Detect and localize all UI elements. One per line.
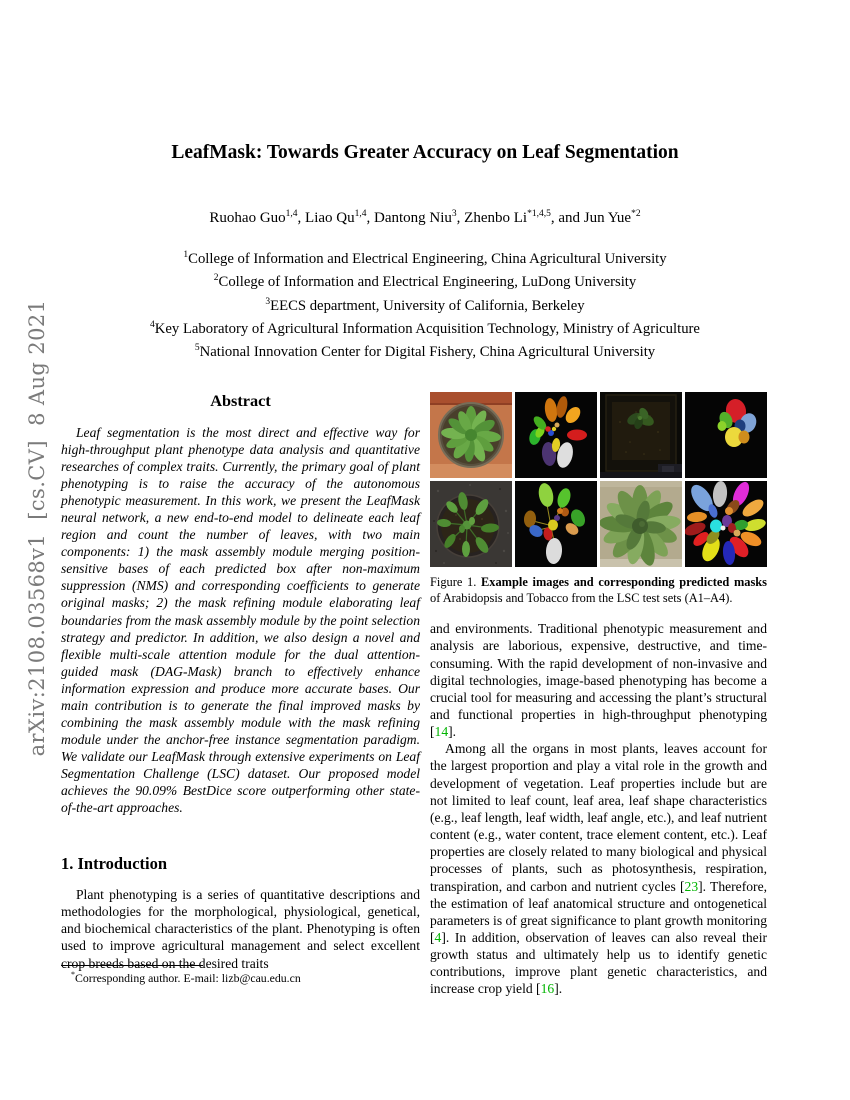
affiliation-5-text: National Innovation Center for Digital Fishery, China Agricultural University bbox=[199, 344, 656, 361]
affiliation-2-sup: 2 bbox=[213, 273, 219, 284]
figure1-mask-tobacco-b4 bbox=[685, 481, 767, 567]
right-paragraph-2-text-2: ]. Therefore, the estimation of leaf anatomical structure and ontogenetical parameters is of great significance to plant growth monitoring [ bbox=[430, 878, 767, 945]
author-sep-4: , and bbox=[550, 210, 584, 226]
left-column bbox=[61, 391, 420, 971]
affiliation-3-text: EECS department, University of California, Berkeley bbox=[270, 297, 585, 314]
figure1-caption-label: Figure 1. bbox=[430, 575, 482, 589]
figure1-photo-tobacco-b3 bbox=[600, 481, 682, 567]
author-1: Liao Qu bbox=[305, 210, 355, 226]
author-0-sup: 1,4 bbox=[285, 209, 298, 219]
figure1-mask-tobacco-a4 bbox=[685, 392, 767, 478]
author-1-sup: 1,4 bbox=[354, 209, 367, 219]
introduction-heading: 1. Introduction bbox=[61, 854, 168, 873]
right-paragraph-1-end: ]. bbox=[448, 724, 457, 740]
citation-link-23[interactable]: 23 bbox=[684, 878, 699, 894]
right-paragraph-2-text-3: ]. In addition, observation of leaves can also reveal their growth status and ultimately help us to identify genetic contributions, improve plant genetic characteristics, and increase crop yield [ bbox=[430, 930, 767, 997]
figure1-photo-arabidopsis-b1 bbox=[430, 481, 512, 567]
right-paragraph-1-text: and environments. Traditional phenotypic measurement and analysis are laborious, expensive, destructive, and time-consuming. With the rapid development of non-invasive and digital technologies, image-based phenotyping has become a crucial tool for measuring and accessing the plant’s structural and functional properties in high-throughput phenotyping [ bbox=[430, 621, 767, 740]
author-sep-1: , bbox=[297, 210, 306, 226]
abstract-text: Leaf segmentation is the most direct and effective way for high-throughput plant phenotype data analysis and quantitative researches of complex traits. Currently, the primary goal of plant phenotyping is to raise the accuracy of the autonomous phenotypic measurement. In this work, we present the LeafMask neural network, a new end-to-end model to delineate each leaf region and count the number of leaves, with two main components: 1) the mask assembly module merging position-sensitive bases of each predicted box after non-maximum suppression (NMS) and corresponding coefficients to generate original masks; 2) the mask refining module elaborating leaf boundaries from the mask assembly module by the point selection strategy and predictor. In addition, we also design a novel and flexible multi-scale attention module for the dual attention-guided mask (DAG-Mask) branch to effectively enhance information expression and produce more accurate bases. Our main contribution is to generate the final improved masks by combining the mask assembly module with the mask refining module under the anchor-free instance segmentation paradigm. We validate our LeafMask through extensive experiments on Leaf Segmentation Challenge (LSC) dataset. Our proposed model achieves the 90.09% BestDice score outperforming other state-of-the-art approaches. bbox=[61, 425, 420, 816]
figure1-caption-rest: of Arabidopsis and Tobacco from the LSC test sets (A1–A4). bbox=[430, 590, 733, 605]
affiliation-1-sup: 1 bbox=[183, 250, 189, 260]
figure1-photo-arabidopsis-a1 bbox=[430, 392, 512, 478]
author-4: Jun Yue bbox=[583, 210, 632, 226]
figure1-mask-arabidopsis-a2 bbox=[515, 392, 597, 478]
affiliation-1 bbox=[0, 246, 850, 269]
figure1-image-grid bbox=[430, 392, 767, 567]
footnote-rule bbox=[61, 965, 203, 966]
author-4-sup: *2 bbox=[631, 209, 641, 219]
affiliation-1-text: College of Information and Electrical Engineering, China Agricultural University bbox=[188, 250, 667, 267]
footnote-marker: * bbox=[71, 970, 75, 979]
introduction-paragraph: Plant phenotyping is a series of quantitative descriptions and methodologies for the morphological, physiological, genetical, and biochemical characteristics of the plant. Phenotyping is often used to improve agricultural management and select excellent crop breeds based on the desired traits bbox=[61, 887, 420, 971]
footnote-text bbox=[61, 970, 420, 986]
author-3-sup: *1,4,5 bbox=[527, 209, 551, 219]
footnote bbox=[61, 965, 420, 986]
introduction-section bbox=[61, 854, 420, 972]
affiliation-3-sup: 3 bbox=[265, 296, 271, 307]
figure1-caption-bold: Example images and corresponding predicted masks bbox=[481, 575, 767, 589]
author-3: Zhenbo Li bbox=[464, 210, 528, 226]
author-2: Dantong Niu bbox=[373, 210, 452, 226]
author-2-sup: 3 bbox=[451, 209, 457, 219]
affiliation-4 bbox=[0, 316, 850, 339]
author-line bbox=[0, 209, 850, 227]
author-0: Ruohao Guo bbox=[209, 210, 286, 226]
author-sep-2: , bbox=[366, 210, 374, 226]
affiliation-list bbox=[0, 246, 850, 362]
arxiv-watermark: arXiv:2108.03568v1 [cs.CV] 8 Aug 2021 bbox=[25, 299, 49, 757]
author-sep-3: , bbox=[456, 210, 465, 226]
affiliation-2-text: College of Information and Electrical Engineering, LuDong University bbox=[218, 274, 637, 291]
citation-link-4[interactable]: 4 bbox=[434, 930, 442, 945]
affiliation-3 bbox=[0, 293, 850, 316]
affiliation-4-text: Key Laboratory of Agricultural Information Acquisition Technology, Ministry of Agriculture bbox=[154, 320, 700, 337]
affiliation-5-sup: 5 bbox=[194, 343, 200, 354]
figure1-mask-arabidopsis-b2 bbox=[515, 481, 597, 567]
affiliation-4-sup: 4 bbox=[150, 319, 155, 330]
figure1-photo-tobacco-a3 bbox=[600, 392, 682, 478]
right-column bbox=[430, 392, 767, 998]
citation-link-16[interactable]: 16 bbox=[540, 981, 555, 997]
right-paragraph-1 bbox=[430, 620, 767, 740]
figure1-caption bbox=[430, 575, 767, 606]
abstract-heading: Abstract bbox=[210, 391, 271, 410]
footnote-body: Corresponding author. E-mail: lizb@cau.edu.cn bbox=[75, 970, 301, 985]
affiliation-5 bbox=[0, 339, 850, 362]
citation-link-14[interactable]: 14 bbox=[434, 724, 449, 740]
right-paragraph-2-text-4: ]. bbox=[554, 981, 563, 997]
affiliation-2 bbox=[0, 269, 850, 292]
right-paragraph-2 bbox=[430, 740, 767, 997]
paper-title: LeafMask: Towards Greater Accuracy on Leaf Segmentation bbox=[171, 142, 679, 163]
right-paragraph-2-text-1: Among all the organs in most plants, leaves account for the largest proportion and play a vital role in the growth and development of vegetation. Leaf properties include but are not limited to leaf count, leaf area, leaf shape characteristics (e.g., leaf length, leaf width, leaf angle, etc.), and leaf nutrient content (e.g., water content, trace element content, etc.). Leaf properties are closely related to many biological and physical processes of plants, such as photosynthesis, respiration, transpiration, and carbon and nutrient cycles [ bbox=[430, 741, 767, 894]
